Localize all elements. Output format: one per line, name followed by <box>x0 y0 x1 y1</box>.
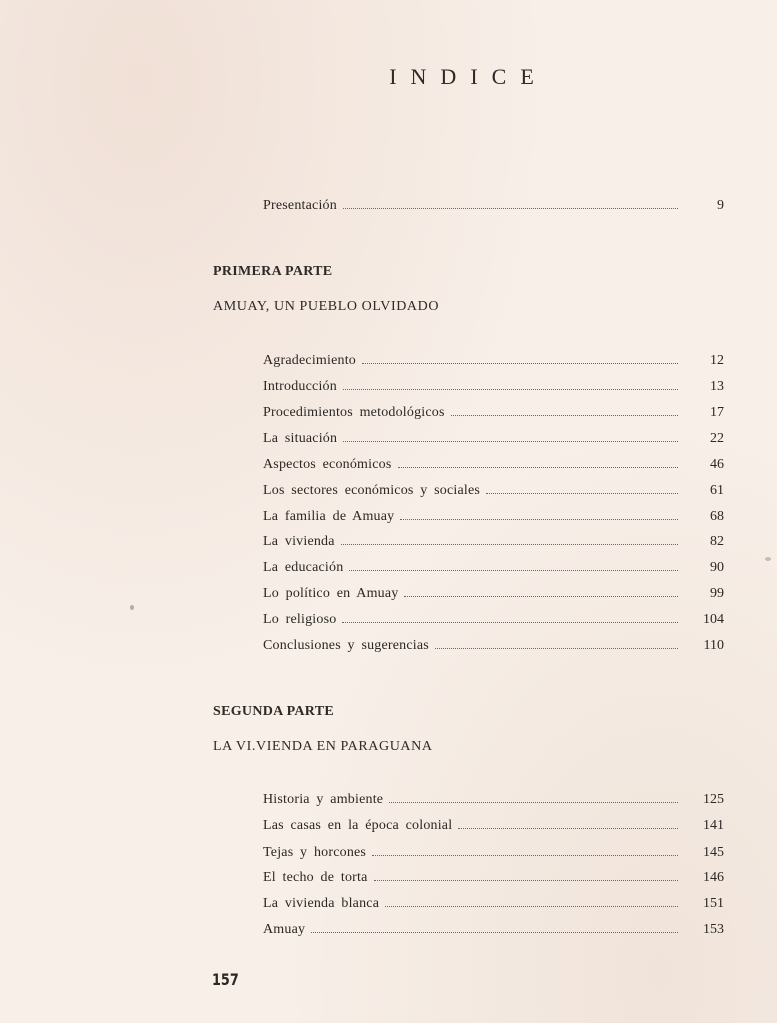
toc-entry-page: 68 <box>710 509 724 524</box>
dot-leader <box>342 622 678 623</box>
toc-entry-label: La educación <box>263 560 344 575</box>
toc-entry-presentation[interactable] <box>263 196 724 214</box>
toc-entry-page: 61 <box>710 483 724 498</box>
dot-leader <box>486 493 678 494</box>
dot-leader <box>458 828 678 829</box>
toc-entry-page: 151 <box>703 896 724 911</box>
toc-entry-label: Introducción <box>263 379 337 394</box>
toc-entry[interactable] <box>263 894 724 912</box>
toc-entry-page: 46 <box>710 457 724 472</box>
part1-subtitle: AMUAY, UN PUEBLO OLVIDADO <box>213 299 440 314</box>
toc-entry-page: 145 <box>703 845 724 860</box>
toc-entry-label: Los sectores económicos y sociales <box>263 483 481 498</box>
dot-leader <box>343 389 678 390</box>
toc-entry-page: 17 <box>710 405 724 420</box>
toc-entry-page: 153 <box>703 922 724 937</box>
dot-leader <box>343 441 678 442</box>
toc-entry-page: 90 <box>710 560 724 575</box>
toc-entry[interactable] <box>263 429 724 447</box>
toc-entry[interactable] <box>263 507 724 525</box>
toc-entry-page: 82 <box>710 534 724 549</box>
toc-entry[interactable] <box>263 455 724 473</box>
page-number: 157 <box>212 970 239 989</box>
paper-speck <box>765 557 771 561</box>
toc-entry-label: Lo religioso <box>263 612 337 627</box>
dot-leader <box>451 415 678 416</box>
toc-entry-label: Las casas en la época colonial <box>263 818 453 833</box>
part2-subtitle: LA VI.VIENDA EN PARAGUANA <box>213 739 433 754</box>
dot-leader <box>372 855 678 856</box>
toc-entry[interactable] <box>263 816 724 834</box>
toc-entry-page: 110 <box>703 638 724 653</box>
toc-entry-page: 12 <box>710 353 724 368</box>
toc-entry[interactable] <box>263 610 724 628</box>
toc-entry[interactable] <box>263 532 724 550</box>
dot-leader <box>341 544 678 545</box>
dot-leader <box>389 802 678 803</box>
toc-entry-page: 9 <box>717 198 724 213</box>
toc-entry-label: La vivienda blanca <box>263 896 380 911</box>
dot-leader <box>374 880 678 881</box>
toc-entry[interactable] <box>263 351 724 369</box>
toc-entry[interactable] <box>263 843 724 861</box>
toc-entry-label: La situación <box>263 431 338 446</box>
toc-entry-page: 146 <box>703 870 724 885</box>
part2-heading: SEGUNDA PARTE <box>213 704 334 719</box>
toc-entry-label: El techo de torta <box>263 870 368 885</box>
toc-entry-label: Agradecimiento <box>263 353 356 368</box>
toc-entry[interactable] <box>263 584 724 602</box>
toc-entry[interactable] <box>263 481 724 499</box>
toc-entry[interactable] <box>263 377 724 395</box>
dot-leader <box>398 467 679 468</box>
toc-entry-page: 22 <box>710 431 724 446</box>
toc-entry[interactable] <box>263 868 724 886</box>
toc-entry[interactable] <box>263 558 724 576</box>
part1-heading: PRIMERA PARTE <box>213 264 333 279</box>
paper-speck <box>130 605 134 610</box>
toc-entry-label: Presentación <box>263 198 337 213</box>
toc-entry-label: La familia de Amuay <box>263 509 395 524</box>
dot-leader <box>311 932 678 933</box>
toc-entry-label: La vivienda <box>263 534 335 549</box>
toc-entry[interactable] <box>263 636 724 654</box>
toc-entry-page: 99 <box>710 586 724 601</box>
toc-entry-label: Aspectos económicos <box>263 457 392 472</box>
toc-entry-page: 104 <box>703 612 724 627</box>
toc-entry-label: Procedimientos metodológicos <box>263 405 445 420</box>
page-title: INDICE <box>389 64 548 89</box>
toc-entry-page: 125 <box>703 792 724 807</box>
toc-entry-page: 13 <box>710 379 724 394</box>
toc-entry[interactable] <box>263 790 724 808</box>
toc-entry-label: Conclusiones y sugerencias <box>263 638 429 653</box>
dot-leader <box>404 596 678 597</box>
dot-leader <box>349 570 678 571</box>
toc-entry-label: Amuay <box>263 922 306 937</box>
toc-entry-label: Lo político en Amuay <box>263 586 399 601</box>
toc-entry-label: Tejas y horcones <box>263 845 367 860</box>
dot-leader <box>400 519 678 520</box>
dot-leader <box>362 363 678 364</box>
dot-leader <box>343 208 678 209</box>
toc-entry[interactable] <box>263 403 724 421</box>
dot-leader <box>385 906 678 907</box>
toc-entry-page: 141 <box>703 818 724 833</box>
toc-entry[interactable] <box>263 920 724 938</box>
toc-entry-label: Historia y ambiente <box>263 792 384 807</box>
dot-leader <box>435 648 678 649</box>
